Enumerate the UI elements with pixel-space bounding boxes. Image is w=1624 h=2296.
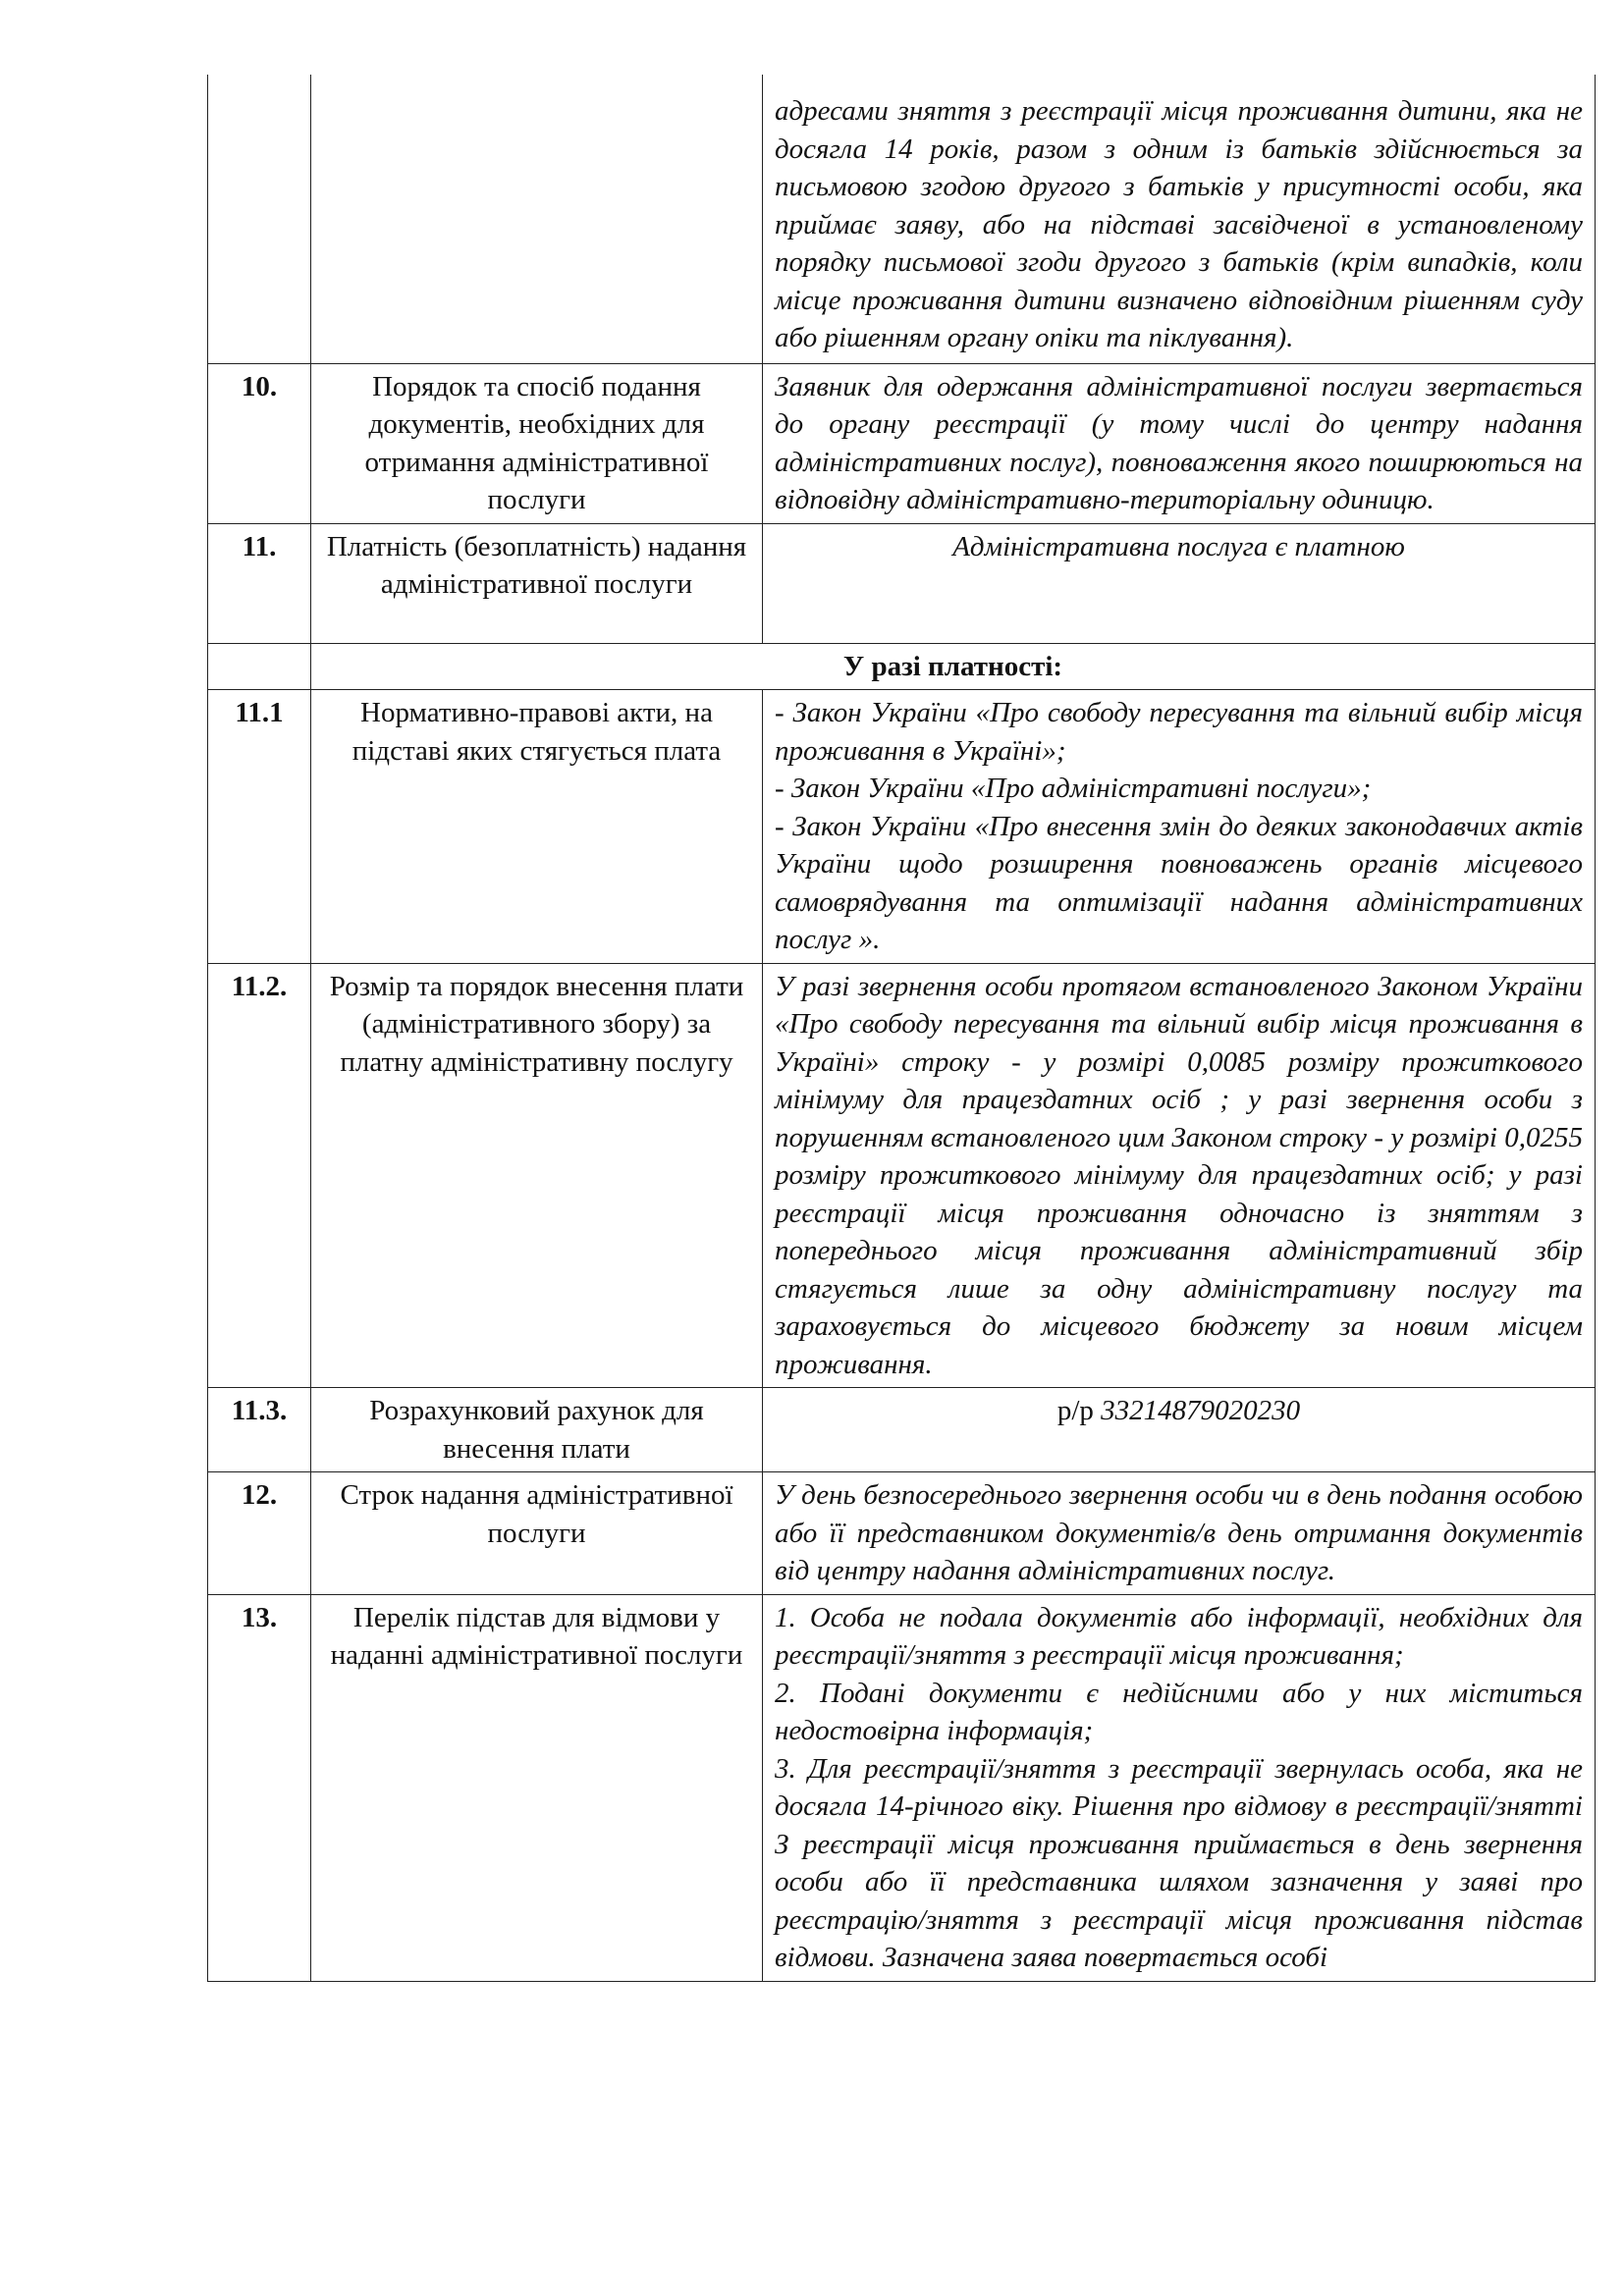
row-label-cell xyxy=(311,75,763,363)
account-prefix: р/р xyxy=(1056,1395,1094,1426)
row-value-text: Заявник для одержання адміністративної послуги звертається до органу реєстрації (у тому числі до центру надання адміністративних послуг), повноваження якого поширюються на відповідну адміністративно-територіальну одиницю. xyxy=(763,363,1596,523)
list-item: - Закон України «Про внесення змін до деяких законодавчих актів України щодо розширення повноважень органів місцевого самоврядування та оптимізації надання адміністративних послуг ». xyxy=(775,810,1583,955)
row-label: Перелік підстав для відмови у наданні адміністративної послуги xyxy=(311,1594,763,1981)
row-label: Порядок та спосіб подання документів, необхідних для отримання адміністративної послуги xyxy=(311,363,763,523)
row-number-cell xyxy=(208,643,311,690)
table-row xyxy=(208,643,1596,690)
row-number: 11.2. xyxy=(208,963,311,1388)
table-row xyxy=(208,1388,1596,1472)
row-value-text: У разі звернення особи протягом встановленого Законом України «Про свободу пересування та вільний вибір місця проживання в Україні» строку - у розмірі 0,0085 розміру прожиткового мінімуму для працездатних осіб ; у разі звернення особи з порушенням встановленого цим Законом строку - у розмірі 0,0255 розміру прожиткового мінімуму для працездатних осіб; у разі реєстрації місця проживання одночасно із зняттям з попереднього місця проживання адміністративний збір стягується лише за одну адміністративну послугу та зараховується до місцевого бюджету за новим місцем проживання. xyxy=(763,963,1596,1388)
row-number: 13. xyxy=(208,1594,311,1981)
row-number: 11.1 xyxy=(208,690,311,964)
service-info-table xyxy=(207,75,1596,1982)
row-value-list xyxy=(763,690,1596,964)
list-item: - Закон України «Про свободу пересування та вільний вибір місця проживання в Україні»; xyxy=(775,697,1583,767)
row-number: 12. xyxy=(208,1472,311,1595)
list-item: 1. Особа не подала документів або інформації, необхідних для реєстрації/зняття з реєстрації місця проживання; xyxy=(775,1601,1583,1671)
row-label: Розрахунковий рахунок для внесення плати xyxy=(311,1388,763,1472)
table-row xyxy=(208,690,1596,964)
row-number-cell xyxy=(208,75,311,363)
row-label: Розмір та порядок внесення плати (адміністративного збору) за платну адміністративну послугу xyxy=(311,963,763,1388)
table-row xyxy=(208,523,1596,643)
list-item: - Закон України «Про адміністративні послуги»; xyxy=(775,773,1372,804)
table-row xyxy=(208,1472,1596,1595)
table-row xyxy=(208,963,1596,1388)
row-value-text: адресами зняття з реєстрації місця проживання дитини, яка не досягла 14 років, разом з одним із батьків здійснюється за письмовою згодою другого з батьків у присутності особи, яка приймає заяву, або на підставі засвідченої в установленому порядку письмової згоди другого з батьків (крім випадків, коли місце проживання дитини визначено відповідним рішенням суду або рішенням органу опіки та піклування). xyxy=(763,75,1596,363)
row-number: 11. xyxy=(208,523,311,643)
row-value-text: У день безпосереднього звернення особи чи в день подання особою або її представником документів/в день отримання документів від центру надання адміністративних послуг. xyxy=(763,1472,1596,1595)
row-value-text: Адміністративна послуга є платною xyxy=(763,523,1596,643)
table-row xyxy=(208,363,1596,523)
list-item: 2. Подані документи є недійсними або у них міститься недостовірна інформація; xyxy=(775,1677,1583,1746)
row-value-list xyxy=(763,1594,1596,1981)
table-row xyxy=(208,75,1596,363)
row-number: 10. xyxy=(208,363,311,523)
list-item: 3. Для реєстрації/зняття з реєстрації звернулась особа, яка не досягла 14-річного віку. Рішення про відмову в реєстрації/знятті З реєстрації місця проживання приймається в день звернення особи або її представника шляхом зазначення у заяві про реєстрацію/зняття з реєстрації місця проживання підстав відмови. Зазначена заява повертається особі xyxy=(775,1752,1583,1973)
account-value: 33214879020230 xyxy=(1101,1395,1301,1426)
section-subheading: У разі платності: xyxy=(311,643,1596,690)
account-number xyxy=(763,1388,1596,1472)
table-row xyxy=(208,1594,1596,1981)
row-number: 11.3. xyxy=(208,1388,311,1472)
row-label: Строк надання адміністративної послуги xyxy=(311,1472,763,1595)
row-label: Нормативно-правові акти, на підставі яких стягується плата xyxy=(311,690,763,964)
row-label: Платність (безоплатність) надання адміністративної послуги xyxy=(311,523,763,643)
